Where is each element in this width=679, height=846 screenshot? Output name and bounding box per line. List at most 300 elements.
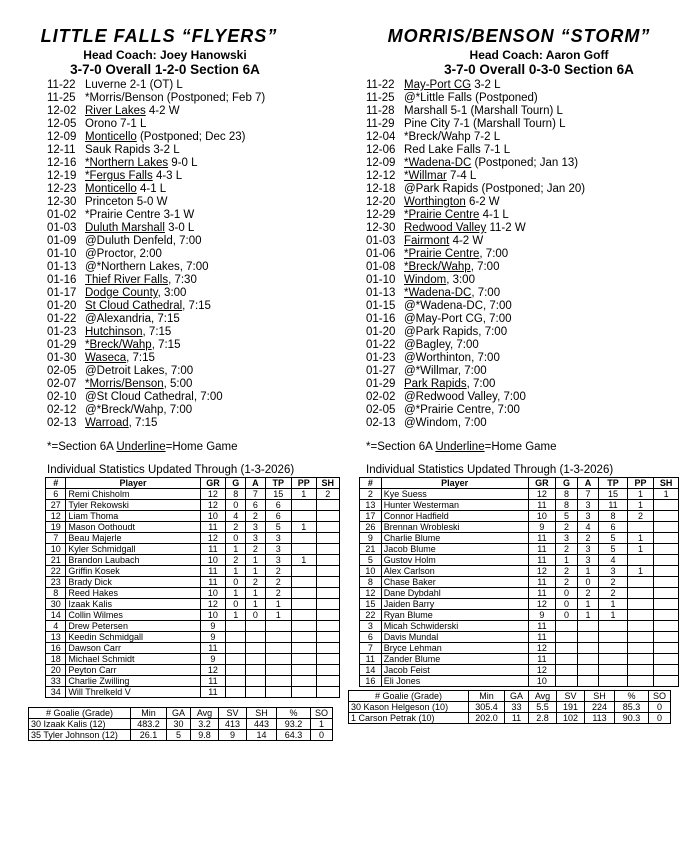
game-date: 01-16 [366, 313, 396, 325]
game-info: *Breck/Wahp 7-2 L [404, 131, 501, 143]
stat-cell [291, 511, 316, 522]
game-date: 11-28 [366, 105, 395, 117]
goalie-name: 30 Izaak Kalis (12) [29, 719, 131, 730]
stat-cell [316, 588, 339, 599]
player-row [360, 599, 679, 610]
stat-cell: 2 [556, 522, 578, 533]
stat-cell: 1 [291, 489, 316, 500]
stat-cell: 30 [46, 599, 66, 610]
player-row [360, 632, 679, 643]
stat-column-header: PP [291, 478, 316, 489]
goalie-column-header: SV [557, 691, 585, 702]
stat-cell: 21 [46, 555, 66, 566]
stat-cell [226, 643, 246, 654]
schedule-game [366, 313, 679, 326]
stat-cell [627, 610, 654, 621]
stat-cell [316, 544, 339, 555]
schedule-game [366, 339, 679, 352]
home-opponent: Waseca [85, 352, 127, 364]
schedule-game [366, 404, 679, 417]
schedule-game [47, 92, 340, 105]
stat-cell [627, 654, 654, 665]
stat-cell [316, 577, 339, 588]
game-result: , 3:00 [157, 287, 187, 299]
stat-cell [316, 533, 339, 544]
game-result: , 7:15 [151, 339, 181, 351]
goalie-column-header: % [615, 691, 649, 702]
player-name: Davis Mundal [381, 632, 528, 643]
game-date: 11-22 [47, 79, 76, 91]
stat-column-header: G [226, 478, 246, 489]
stat-cell: 2 [577, 533, 599, 544]
game-date: 11-29 [366, 118, 395, 130]
stat-cell: 3 [556, 533, 578, 544]
stat-cell: 5 [599, 544, 627, 555]
stat-cell: 9 [200, 654, 226, 665]
stat-cell [654, 654, 679, 665]
stat-cell: 6 [599, 522, 627, 533]
game-info: @*Wadena-DC, 7:00 [404, 300, 512, 312]
stat-cell: 1 [265, 599, 291, 610]
home-opponent: *Breck/Wahp [404, 261, 471, 273]
game-date: 01-13 [366, 287, 396, 299]
stat-cell: 1 [246, 588, 266, 599]
stats-title: Individual Statistics Updated Through (1-3-2026) [47, 464, 295, 476]
stat-cell [556, 676, 578, 687]
game-result: 9-0 L [168, 157, 198, 169]
stat-cell [316, 687, 339, 698]
stat-cell [316, 654, 339, 665]
stat-cell: 1 [577, 566, 599, 577]
player-row [46, 643, 340, 654]
stat-cell: 20 [46, 665, 66, 676]
stat-cell [654, 555, 679, 566]
stat-column-header: A [577, 478, 599, 489]
home-opponent: Duluth Marshall [85, 222, 165, 234]
game-date: 01-29 [47, 339, 77, 351]
goalie-stat-cell: 0 [649, 702, 671, 713]
stat-cell [627, 643, 654, 654]
stat-cell [556, 643, 578, 654]
stat-cell: 11 [528, 654, 556, 665]
stat-cell: 13 [360, 500, 382, 511]
game-date: 12-23 [47, 183, 77, 195]
game-result: , 7:00 [479, 248, 509, 260]
stat-cell: 9 [360, 533, 382, 544]
goalie-column-header: SV [219, 708, 247, 719]
schedule-game [366, 300, 679, 313]
game-date: 12-16 [47, 157, 77, 169]
goalie-stat-cell: 483.2 [131, 719, 167, 730]
stat-cell [291, 643, 316, 654]
schedule-game [366, 261, 679, 274]
stat-cell: 2 [556, 566, 578, 577]
stat-cell [577, 643, 599, 654]
stat-cell: 3 [577, 511, 599, 522]
stat-cell: 21 [360, 544, 382, 555]
player-row [46, 555, 340, 566]
stat-cell: 2 [265, 577, 291, 588]
game-info: @*Breck/Wahp, 7:00 [85, 404, 193, 416]
player-name: Keedin Schmidgall [66, 632, 200, 643]
stat-cell [291, 621, 316, 632]
game-date: 01-16 [47, 274, 77, 286]
schedule-game [366, 248, 679, 261]
stat-cell: 9 [528, 610, 556, 621]
stat-cell: 17 [360, 511, 382, 522]
stat-cell: 7 [360, 643, 382, 654]
game-info: @Duluth Denfeld, 7:00 [85, 235, 202, 247]
player-row [46, 577, 340, 588]
stat-cell [654, 665, 679, 676]
stat-cell: 2 [246, 577, 266, 588]
game-date: 12-19 [47, 170, 77, 182]
schedule-game [366, 105, 679, 118]
stat-cell: 2 [226, 555, 246, 566]
player-name: Charlie Blume [381, 533, 528, 544]
team-name: LITTLE FALLS “FLYERS” [40, 26, 278, 46]
goalie-column-header: SH [585, 691, 615, 702]
stat-cell: 1 [246, 599, 266, 610]
game-result: , 7:30 [168, 274, 197, 286]
player-row [360, 676, 679, 687]
stat-cell: 14 [46, 610, 66, 621]
game-info: @Redwood Valley, 7:00 [404, 391, 526, 403]
game-date: 01-10 [47, 248, 77, 260]
player-row [360, 555, 679, 566]
goalie-column-header: % [277, 708, 311, 719]
stat-cell: 3 [265, 555, 291, 566]
stat-cell [599, 665, 627, 676]
stat-cell: 11 [200, 522, 226, 533]
stat-cell [316, 643, 339, 654]
stat-cell [291, 500, 316, 511]
stat-column-header: # [360, 478, 382, 489]
stat-cell [599, 643, 627, 654]
stat-cell: 0 [246, 610, 266, 621]
schedule-legend: *=Section 6A Underline=Home Game [47, 441, 238, 453]
game-info: @Park Rapids (Postponed; Jan 20) [404, 183, 586, 195]
player-row [46, 544, 340, 555]
game-result: , 3:00 [446, 274, 475, 286]
schedule-game [366, 209, 679, 222]
home-opponent: *Breck/Wahp [85, 339, 152, 351]
stat-cell [226, 654, 246, 665]
goalie-column-header: GA [505, 691, 529, 702]
player-row [46, 522, 340, 533]
goalie-stat-cell: 191 [557, 702, 585, 713]
home-opponent: St Cloud Cathedral [85, 300, 183, 312]
goalie-row [29, 719, 333, 730]
player-row [46, 489, 340, 500]
stat-cell [246, 654, 266, 665]
stat-cell [599, 654, 627, 665]
stat-cell: 3 [577, 544, 599, 555]
stat-cell: 1 [246, 555, 266, 566]
game-date: 12-20 [366, 196, 396, 208]
schedule-game [47, 339, 340, 352]
schedule-game [47, 365, 340, 378]
game-info: @*Northern Lakes, 7:00 [85, 261, 209, 273]
stat-cell [654, 511, 679, 522]
stat-cell: 2 [226, 522, 246, 533]
schedule-game [366, 378, 679, 391]
schedule-game [47, 105, 340, 118]
home-opponent: Park Rapids [404, 378, 467, 390]
stat-cell [291, 687, 316, 698]
schedule-game [366, 157, 679, 170]
stat-cell: 0 [226, 500, 246, 511]
game-date: 01-23 [47, 326, 77, 338]
stat-cell: 8 [360, 577, 382, 588]
stat-cell: 0 [556, 610, 578, 621]
game-date: 12-30 [366, 222, 396, 234]
stat-cell: 16 [46, 643, 66, 654]
game-date: 01-03 [366, 235, 396, 247]
stat-cell [316, 610, 339, 621]
stat-cell: 2 [599, 588, 627, 599]
stat-cell: 3 [599, 566, 627, 577]
stat-cell: 1 [627, 500, 654, 511]
schedule-game [47, 144, 340, 157]
stat-cell: 12 [46, 511, 66, 522]
stat-cell [265, 676, 291, 687]
stat-cell [627, 588, 654, 599]
goalie-column-header: SO [649, 691, 671, 702]
little-falls-panel [0, 26, 340, 741]
goalie-column-header: Min [131, 708, 167, 719]
stat-cell [226, 621, 246, 632]
schedule-game [366, 170, 679, 183]
stat-cell: 12 [200, 500, 226, 511]
goalie-stats-table [348, 690, 671, 724]
stat-cell: 12 [200, 599, 226, 610]
game-info: *Prairie Centre 3-1 W [85, 209, 195, 221]
stat-cell [556, 621, 578, 632]
goalie-stat-cell: 33 [505, 702, 529, 713]
player-row [46, 610, 340, 621]
stat-cell [246, 643, 266, 654]
goalie-stat-cell: 2.8 [529, 713, 557, 724]
stat-cell: 7 [577, 489, 599, 500]
game-info: @Alexandria, 7:15 [85, 313, 180, 325]
goalie-stat-cell: 85.3 [615, 702, 649, 713]
stat-cell: 6 [360, 632, 382, 643]
goalie-stat-cell: 11 [505, 713, 529, 724]
schedule-legend: *=Section 6A Underline=Home Game [366, 441, 557, 453]
stat-cell [599, 621, 627, 632]
stat-cell: 11 [528, 544, 556, 555]
stat-cell [265, 621, 291, 632]
goalie-stat-cell: 9.8 [191, 730, 219, 741]
game-date: 01-08 [366, 261, 396, 273]
game-result: (Postponed; Dec 23) [136, 131, 246, 143]
schedule-list [339, 79, 679, 430]
player-row [360, 544, 679, 555]
home-opponent: *Wadena-DC [404, 287, 472, 299]
goalie-stat-cell: 113 [585, 713, 615, 724]
game-info: @May-Port CG, 7:00 [404, 313, 512, 325]
stat-cell [654, 544, 679, 555]
game-result: , 7:00 [471, 287, 501, 299]
game-date: 01-27 [366, 365, 396, 377]
stat-cell [627, 632, 654, 643]
stat-cell: 1 [627, 533, 654, 544]
stat-cell [291, 676, 316, 687]
stat-cell: 1 [226, 588, 246, 599]
home-opponent: *Prairie Centre [404, 209, 480, 221]
player-name: Brady Dick [66, 577, 200, 588]
stat-cell: 5 [360, 555, 382, 566]
stat-cell: 0 [577, 577, 599, 588]
schedule-game [366, 79, 679, 92]
player-name: Eli Jones [381, 676, 528, 687]
home-opponent: Monticello [85, 183, 137, 195]
game-date: 12-06 [366, 144, 396, 156]
game-date: 01-20 [47, 300, 77, 312]
schedule-game [47, 222, 340, 235]
goalie-stat-cell: 443 [247, 719, 277, 730]
stat-cell: 22 [360, 610, 382, 621]
game-info: @Bagley, 7:00 [404, 339, 479, 351]
stat-cell [291, 665, 316, 676]
game-info: @*Prairie Centre, 7:00 [404, 404, 520, 416]
stat-cell [627, 599, 654, 610]
game-date: 01-02 [47, 209, 77, 221]
schedule-game [366, 183, 679, 196]
home-opponent: *Wadena-DC [404, 157, 472, 169]
stat-column-header: GR [200, 478, 226, 489]
stat-cell [627, 577, 654, 588]
game-result: , 7:15 [126, 352, 155, 364]
stat-cell: 26 [360, 522, 382, 533]
stat-cell [654, 676, 679, 687]
schedule-game [47, 248, 340, 261]
game-date: 01-03 [47, 222, 77, 234]
player-row [46, 654, 340, 665]
stat-cell: 11 [528, 555, 556, 566]
player-row [360, 610, 679, 621]
game-info: Orono 7-1 L [85, 118, 147, 130]
stat-cell: 11 [528, 500, 556, 511]
stat-cell: 3 [360, 621, 382, 632]
stat-cell: 7 [46, 533, 66, 544]
schedule-game [47, 170, 340, 183]
head-coach: Head Coach: Joey Hanowski [83, 48, 247, 62]
stat-cell: 15 [599, 489, 627, 500]
schedule-game [366, 131, 679, 144]
stat-cell: 11 [528, 621, 556, 632]
stat-cell [654, 632, 679, 643]
game-date: 12-18 [366, 183, 396, 195]
stat-cell: 10 [200, 511, 226, 522]
stat-cell: 0 [556, 588, 578, 599]
player-row [46, 676, 340, 687]
stat-cell: 2 [265, 588, 291, 599]
game-result: 4-1 L [479, 209, 509, 221]
goalie-stat-cell: 102 [557, 713, 585, 724]
home-opponent: *Fergus Falls [85, 170, 153, 182]
home-opponent: May-Port CG [404, 79, 472, 91]
stat-cell: 2 [627, 511, 654, 522]
stat-cell: 2 [246, 511, 266, 522]
player-name: Collin Wilmes [66, 610, 200, 621]
stat-cell: 1 [291, 555, 316, 566]
stat-cell: 1 [577, 599, 599, 610]
stat-cell: 3 [577, 555, 599, 566]
stat-cell [316, 511, 339, 522]
schedule-game [47, 417, 340, 430]
stat-cell: 5 [265, 522, 291, 533]
goalie-column-header: Avg [191, 708, 219, 719]
game-date: 12-02 [47, 105, 77, 117]
player-name: Will Threlkeld V [66, 687, 200, 698]
stat-cell: 11 [528, 588, 556, 599]
stat-cell: 7 [246, 489, 266, 500]
stat-cell [291, 610, 316, 621]
schedule-game [366, 235, 679, 248]
stat-cell: 15 [265, 489, 291, 500]
game-info: @St Cloud Cathedral, 7:00 [85, 391, 223, 403]
player-name: Zander Blume [381, 654, 528, 665]
stat-column-header: TP [265, 478, 291, 489]
stat-column-header: Player [66, 478, 200, 489]
player-name: Jaiden Barry [381, 599, 528, 610]
game-date: 02-07 [47, 378, 77, 390]
stat-cell: 1 [654, 489, 679, 500]
goalie-stat-cell: 5 [167, 730, 191, 741]
stat-cell [291, 533, 316, 544]
goalie-stat-cell: 30 [167, 719, 191, 730]
player-name: Ryan Blume [381, 610, 528, 621]
player-name: Remi Chisholm [66, 489, 200, 500]
home-opponent: Thief River Falls [85, 274, 169, 286]
game-info: Princeton 5-0 W [85, 196, 168, 208]
goalie-stats-table [28, 707, 333, 741]
stat-cell [556, 632, 578, 643]
stat-cell: 8 [556, 489, 578, 500]
stat-cell: 3 [246, 522, 266, 533]
stat-cell: 0 [226, 533, 246, 544]
player-row [360, 533, 679, 544]
stat-cell: 14 [360, 665, 382, 676]
game-date: 12-11 [47, 144, 76, 156]
player-name: Kyler Schmidgall [66, 544, 200, 555]
player-row [46, 632, 340, 643]
goalie-row [29, 730, 333, 741]
player-name: Izaak Kalis [66, 599, 200, 610]
stat-cell: 12 [200, 665, 226, 676]
goalie-stat-cell: 0 [311, 730, 333, 741]
game-info: Marshall 5-1 (Marshall Tourn) L [404, 105, 563, 117]
stat-cell [316, 522, 339, 533]
stat-cell [577, 654, 599, 665]
schedule-game [47, 300, 340, 313]
game-date: 01-22 [366, 339, 396, 351]
stat-cell: 1 [246, 566, 266, 577]
home-opponent: Warroad [85, 417, 129, 429]
player-name: Jacob Blume [381, 544, 528, 555]
schedule-list [0, 79, 340, 430]
home-opponent: River Lakes [85, 105, 146, 117]
stat-cell: 12 [528, 665, 556, 676]
stat-cell [627, 555, 654, 566]
stat-cell: 6 [246, 500, 266, 511]
game-date: 01-20 [366, 326, 396, 338]
player-row [46, 566, 340, 577]
stat-cell: 1 [556, 555, 578, 566]
stat-cell [316, 555, 339, 566]
